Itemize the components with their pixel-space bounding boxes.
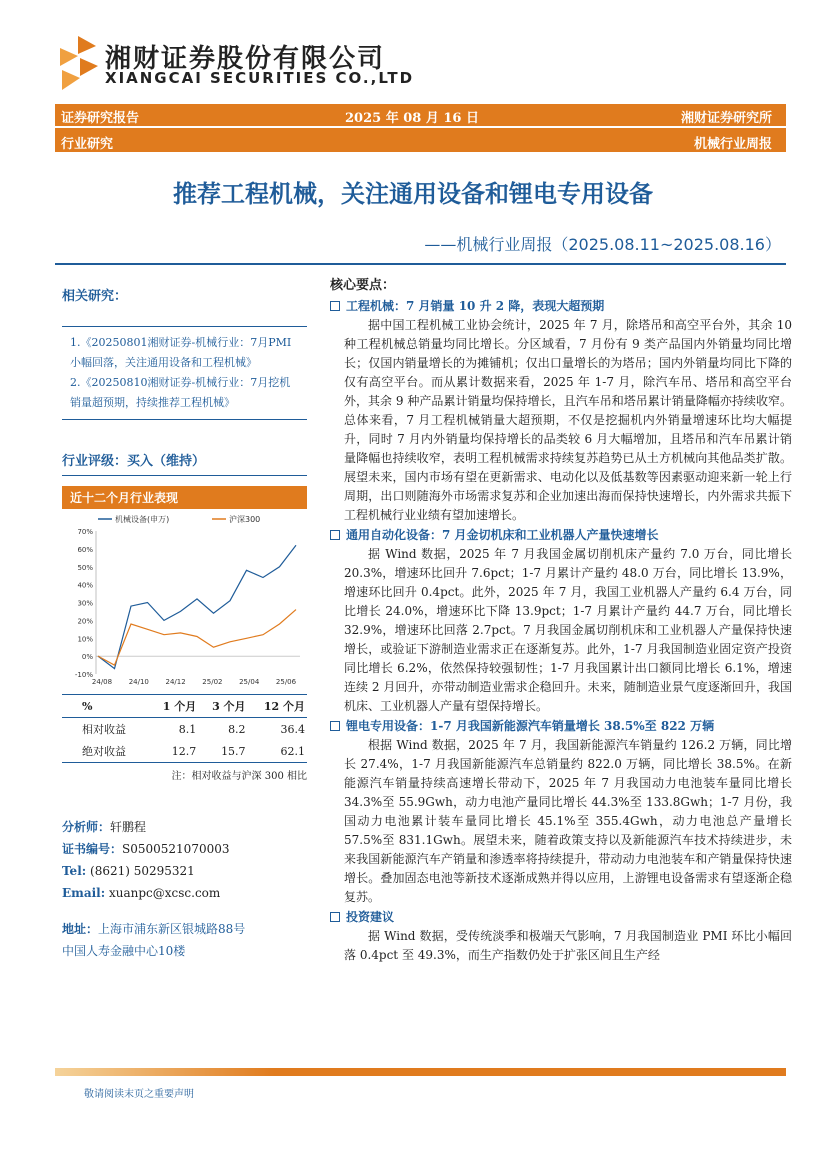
- footer-disclaimer[interactable]: 敬请阅读末页之重要声明: [84, 1089, 194, 1100]
- point-title: [330, 297, 792, 316]
- company-logo-icon: [58, 36, 100, 90]
- rating: 行业评级：买入（维持）: [62, 454, 206, 469]
- performance-heading: 近十二个月行业表现: [62, 486, 307, 509]
- paragraph: 据中国工程机械工业协会统计，2025 年 7 月，除塔吊和高空平台外，其余 10 种工程机械总销量均同比增长。分区域看，7 月份有 9 类产品国内外销量均同比增长；仅国内销量增长的为摊铺机；仅出口量增长的为塔吊；国内外销量均同比下降的仅有高空平台。而从累计数据来看，2025 年 1-7 月，除汽车吊、塔吊和高空平台外，其余 9 种产品累计销量均保持增长，且汽车吊和塔吊累计销量降幅亦持续收窄。总体来看，7 月工程机械销量大超预期，不仅是挖掘机内外销量增速环比均大幅提升，同时 7 月内外销量均保持增长的品类较 6 月大幅增加，且塔吊和汽车吊累计销量降幅也持续收窄，表明工程机械需求持续复苏趋势已从土方机械向其他品类扩散。展望未来，国内市场有望在更新需求、电动化以及低基数等因素驱动迎来新一轮上行周期，出口则随海外市场需求复苏和企业加速出海而保持快速增长，内外需求共振下工程机械行业业绩有望加速增长。: [344, 318, 792, 522]
- related-divider-bottom: [62, 419, 307, 420]
- email-link[interactable]: xuanpc@xcsc.com: [109, 886, 221, 900]
- institute: 湘财证券研究所: [680, 111, 772, 126]
- y-tick-label: 20%: [77, 617, 93, 626]
- table-header: 1 个月: [162, 700, 197, 713]
- header-bar-top: [55, 104, 786, 126]
- report-type: 证券研究报告: [61, 111, 140, 126]
- main-content: [330, 276, 792, 965]
- cell: 8.2: [228, 722, 246, 736]
- tel-number: (8621) 50295321: [90, 864, 195, 878]
- cell: 12.7: [171, 744, 197, 758]
- paragraph: 据 Wind 数据，受传统淡季和极端天气影响，7 月我国制造业 PMI 环比小幅回落 0.4pct 至 49.3%，而生产指数仍处于扩张区间且生产经: [344, 929, 792, 962]
- checkbox-icon: [330, 912, 340, 922]
- y-tick-label: 0%: [81, 653, 93, 662]
- table-row: [62, 718, 307, 741]
- analyst-name: 轩鹏程: [110, 820, 147, 834]
- checkbox-icon: [330, 721, 340, 731]
- rating-divider: [62, 475, 307, 476]
- performance-table: [62, 694, 307, 763]
- category: 行业研究: [61, 137, 114, 152]
- header-bar-bottom: [55, 128, 786, 152]
- legend-label: 沪深300: [229, 515, 261, 524]
- analyst-label: 分析师：: [62, 820, 111, 834]
- related-item[interactable]: 2.《20250810湘财证券-机械行业：7月挖机销量超预期，持续推荐工程机械》: [70, 376, 291, 409]
- point-title: [330, 526, 792, 545]
- title-divider: [55, 263, 786, 265]
- report-date: 2025 年 08 月 16 日: [345, 111, 479, 126]
- x-tick-label: 24/10: [128, 678, 149, 686]
- series-line: [98, 545, 296, 668]
- point-title-text: 锂电专用设备：1-7 月我国新能源汽车销量增长 38.5%至 822 万辆: [346, 719, 715, 733]
- point-title: [330, 908, 792, 927]
- x-tick-label: 25/04: [239, 678, 260, 686]
- paragraph: 据 Wind 数据，2025 年 7 月我国金属切削机床产量约 7.0 万台，同比增长 20.3%，增速环比回升 7.6pct；1-7 月累计产量约 48.0 万台，同比增长 13.9%，增速环比回升 0.4pct。此外，2025 年 7 月，我国工业机器人产量约 6.4 万台，同比增长 24.0%，增速环比下降 13.9pct；1-7 月累计产量约 44.7 万台，同比增长 32.9%，增速环比回落 2.7pct。7 月我国金属切削机床和工业机器人产量保持快速增长，或验证下游制造业需求正在逐渐复苏。此外，1-7 月我国制造业固定资产投资同比增长 6.2%，依然保持较强韧性；1-7 月我国累计出口额同比增长 6.1%，增速连续 2 月回升，亦带动制造业需求企稳回升。未来，随制造业景气度逐渐回升，我国机床、工业机器人产量有望保持增长。: [344, 547, 792, 713]
- analyst-block: [62, 816, 307, 962]
- checkbox-icon: [330, 301, 340, 311]
- checkbox-icon: [330, 530, 340, 540]
- row-label: 相对收益: [82, 723, 126, 736]
- series: 机械行业周报: [693, 137, 772, 152]
- core-heading: 核心要点：: [330, 278, 396, 293]
- table-row: [62, 740, 307, 763]
- cell: 62.1: [280, 744, 305, 758]
- point-title-text: 投资建议: [346, 910, 395, 924]
- tel-label: Tel:: [62, 864, 87, 878]
- x-tick-label: 25/06: [275, 678, 297, 686]
- point-title: [330, 717, 792, 736]
- cert-label: 证书编号：: [62, 842, 123, 856]
- point-title-text: 通用自动化设备：7 月金切机床和工业机器人产量快速增长: [346, 528, 659, 542]
- y-tick-label: 10%: [77, 635, 93, 644]
- y-tick-label: 50%: [77, 563, 93, 572]
- addr-line1: 上海市浦东新区银城路88号: [98, 922, 246, 936]
- cert-number: S0500521070003: [122, 842, 230, 856]
- sidebar: [62, 285, 307, 962]
- related-item[interactable]: 1.《20250801湘财证券-机械行业：7月PMI小幅回落，关注通用设备和工程机械》: [70, 336, 292, 369]
- y-tick-label: 40%: [77, 581, 93, 590]
- addr-label: 地址：: [62, 922, 99, 936]
- cell: 36.4: [280, 722, 305, 736]
- x-tick-label: 25/02: [202, 678, 223, 686]
- table-note: 注：相对收益与沪深 300 相比: [171, 771, 307, 782]
- related-heading: 相关研究：: [62, 289, 128, 304]
- cell: 8.1: [178, 722, 197, 736]
- table-header: %: [82, 699, 93, 713]
- email-label: Email:: [62, 886, 106, 900]
- company-name-en: XIANGCAI SECURITIES CO.,LTD: [105, 69, 415, 87]
- paragraph: 根据 Wind 数据，2025 年 7 月，我国新能源汽车销量约 126.2 万辆，同比增长 27.4%，1-7 月我国新能源汽车总销量约 822.0 万辆，同比增长 38.5%。在新能源汽车销量持续高速增长带动下，2025 年 7 月我国动力电池装车量同比增长 34.3%至 55.9Gwh，动力电池产量同比增长 44.3%至 133.8Gwh；1-7 月份，我国动力电池累计装车量同比增长 45.1%至 355.4Gwh，动力电池总产量增长 57.5%至 831.1Gwh。展望未来，随着政策支持以及新能源汽车技术持续进步，未来我国新能源汽车产销量和渗透率将持续提升，带动动力电池装车和产销量保持快速增长。叠加固态电池等新技术逐渐成熟并得以应用，上游锂电设备需求有望逐渐企稳复苏。: [344, 738, 792, 904]
- cell: 15.7: [221, 744, 246, 758]
- y-tick-label: 60%: [77, 545, 93, 554]
- point-title-text: 工程机械：7 月销量 10 升 2 降，表现大超预期: [346, 299, 605, 313]
- report-title: 推荐工程机械，关注通用设备和锂电专用设备: [173, 180, 653, 208]
- report-subtitle: ——机械行业周报（2025.08.11~2025.08.16）: [424, 235, 781, 254]
- x-tick-label: 24/08: [91, 678, 113, 686]
- addr-line2: 中国人寿金融中心10楼: [62, 944, 186, 958]
- footer-bar: [55, 1068, 786, 1076]
- table-header: 3 个月: [212, 700, 246, 713]
- related-list: [62, 327, 307, 413]
- y-tick-label: 70%: [77, 528, 93, 536]
- company-name-cn: 湘财证券股份有限公司: [105, 44, 386, 74]
- legend-label: 机械设备(申万): [115, 515, 170, 524]
- performance-chart: [62, 509, 307, 694]
- y-tick-label: -10%: [74, 671, 93, 679]
- table-header-row: [62, 695, 307, 718]
- row-label: 绝对收益: [82, 745, 126, 758]
- y-tick-label: 30%: [77, 599, 93, 608]
- table-header: 12 个月: [263, 700, 305, 713]
- x-tick-label: 24/12: [165, 678, 186, 686]
